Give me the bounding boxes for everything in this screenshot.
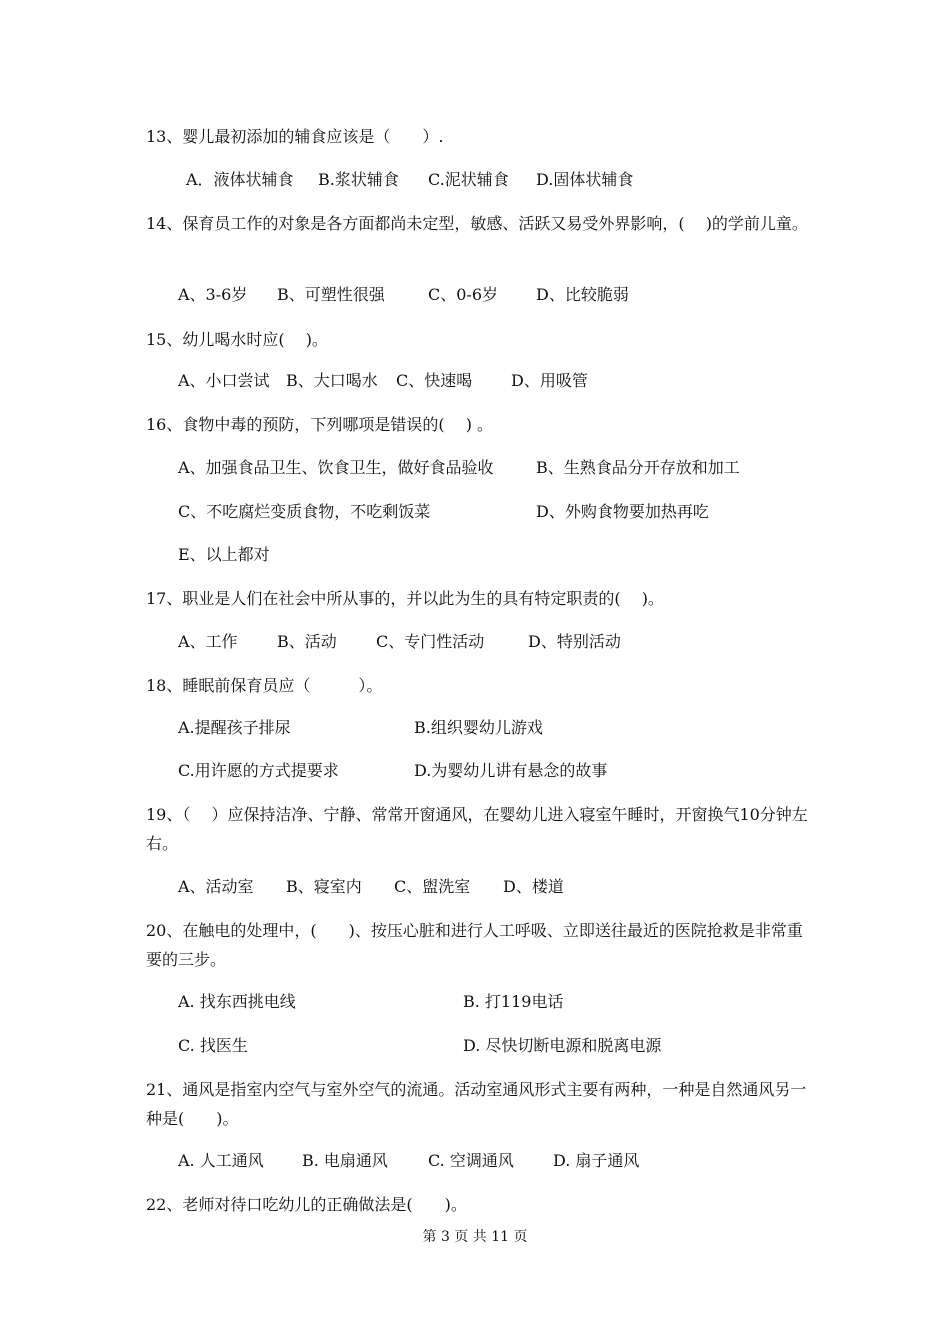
question-18-stem: 18、睡眠前保育员应（ ）。 [146, 676, 383, 695]
q15-option-c: C、快速喝 [396, 371, 473, 390]
q17-option-d: D、特别活动 [528, 632, 621, 651]
q15-option-a: A、小口尝试 [178, 371, 270, 390]
q18-option-a: A.提醒孩子排尿 [178, 718, 291, 737]
question-14-stem: 14、保育员工作的对象是各方面都尚未定型，敏感、活跃又易受外界影响，( )的学前儿童。 [146, 214, 808, 233]
page-footer: 第 3 页 共 11 页 [422, 1229, 528, 1245]
q14-option-c: C、0-6岁 [428, 285, 499, 304]
q21-option-a: A. 人工通风 [178, 1151, 264, 1170]
question-20-options-row-2 [178, 1035, 778, 1057]
question-17-stem: 17、职业是人们在社会中所从事的，并以此为生的具有特定职责的( )。 [146, 589, 664, 608]
q19-option-c: C、盥洗室 [394, 877, 471, 896]
q20-option-d: D. 尽快切断电源和脱离电源 [463, 1036, 662, 1055]
q16-option-e: E、以上都对 [178, 545, 270, 564]
q17-option-b: B、活动 [277, 632, 337, 651]
q21-option-b: B. 电扇通风 [302, 1151, 388, 1170]
question-15-stem: 15、幼儿喝水时应( )。 [146, 330, 328, 349]
q18-option-d: D.为婴幼儿讲有悬念的故事 [414, 761, 608, 780]
question-19-options [178, 876, 778, 898]
question-19-stem: 19、（ ）应保持洁净、宁静、常常开窗通风，在婴幼儿进入寝室午睡时，开窗换气10分钟左右。 [146, 805, 808, 853]
question-15-options [178, 370, 778, 392]
question-20-stem: 20、在触电的处理中，( )、按压心脏和进行人工呼吸、立即送往最近的医院抢救是非常重要的三步。 [146, 921, 803, 969]
q17-option-c: C、专门性活动 [376, 632, 485, 651]
question-16-stem: 16、食物中毒的预防，下列哪项是错误的( ) 。 [146, 415, 494, 434]
question-17-options [178, 631, 778, 653]
q15-option-b: B、大口喝水 [286, 371, 378, 390]
question-21-stem: 21、通风是指室内空气与室外空气的流通。活动室通风形式主要有两种，一种是自然通风另一种是( )。 [146, 1080, 807, 1128]
q20-option-c: C. 找医生 [178, 1036, 248, 1055]
q16-option-c: C、不吃腐烂变质食物，不吃剩饭菜 [178, 502, 431, 521]
question-13-stem: 13、婴儿最初添加的辅食应该是（ ）. [146, 127, 444, 146]
question-16-options-row-3 [178, 544, 778, 566]
question-16-options-row-2 [178, 501, 778, 523]
q13-option-d: D.固体状辅食 [536, 170, 634, 189]
q19-option-d: D、楼道 [503, 877, 564, 896]
q20-option-a: A. 找东西挑电线 [178, 992, 296, 1011]
q13-option-a: A．液体状辅食 [186, 170, 294, 189]
question-13-options [178, 169, 778, 191]
q13-option-b: B.浆状辅食 [318, 170, 399, 189]
q19-option-a: A、活动室 [178, 877, 254, 896]
q21-option-c: C. 空调通风 [428, 1151, 514, 1170]
question-21-options [178, 1150, 778, 1172]
q18-option-c: C.用许愿的方式提要求 [178, 761, 339, 780]
question-14-options [178, 284, 778, 306]
q14-option-d: D、比较脆弱 [536, 285, 629, 304]
question-16-options-row-1 [178, 457, 778, 479]
q21-option-d: D. 扇子通风 [553, 1151, 640, 1170]
q16-option-d: D、外购食物要加热再吃 [536, 502, 709, 521]
question-20-options-row-1 [178, 991, 778, 1013]
q17-option-a: A、工作 [178, 632, 238, 651]
q18-option-b: B.组织婴幼儿游戏 [414, 718, 543, 737]
q16-option-b: B、生熟食品分开存放和加工 [536, 458, 740, 477]
question-18-options-row-2 [178, 760, 778, 782]
q14-option-b: B、可塑性很强 [277, 285, 385, 304]
q15-option-d: D、用吸管 [511, 371, 588, 390]
q16-option-a: A、加强食品卫生、饮食卫生，做好食品验收 [178, 458, 494, 477]
q19-option-b: B、寝室内 [286, 877, 362, 896]
q14-option-a: A、3-6岁 [178, 285, 248, 304]
q20-option-b: B. 打119电话 [463, 992, 564, 1011]
question-22-stem: 22、老师对待口吃幼儿的正确做法是( )。 [146, 1195, 467, 1214]
q13-option-c: C.泥状辅食 [428, 170, 509, 189]
question-18-options-row-1 [178, 717, 778, 739]
